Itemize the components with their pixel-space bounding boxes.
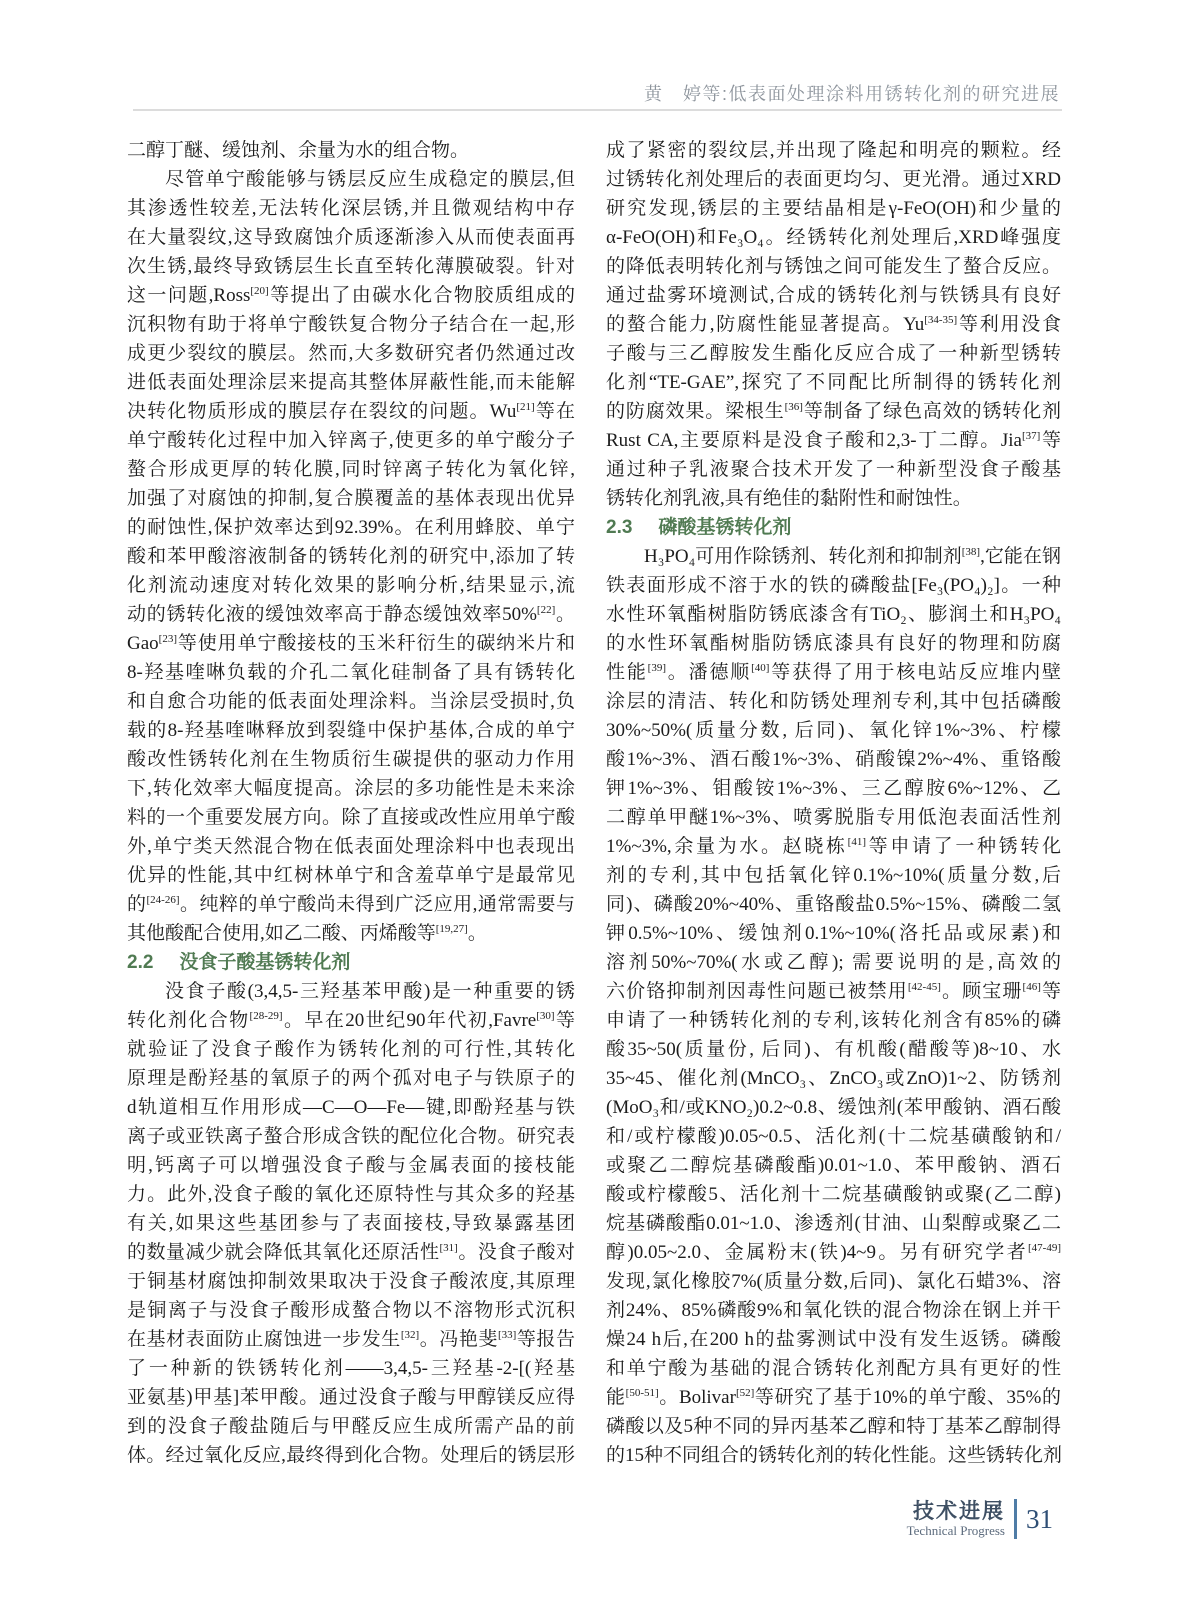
section-title: 没食子酸基锈转化剂 [179,952,351,973]
section-heading [127,948,575,977]
text-column-left [127,136,575,1470]
text-line: 决转化物质形成的膜层存在裂纹的问题。Wu[21]等在 [127,401,575,422]
text-line: 料的一个重要发展方向。除了直接或改性应用单宁酸 [127,807,575,828]
running-header-title: 黄 婷等:低表面处理涂料用锈转化剂的研究进展 [644,84,1060,104]
section-number: 2.2 [127,952,154,973]
footer-divider-bar [1014,1499,1017,1539]
text-line: 转化剂化合物[28-29]。早在20世纪90年代初,Favre[30]等 [127,1010,575,1031]
text-line: 申请了一种锈转化剂的专利,该转化剂含有85%的磷 [606,1010,1061,1031]
text-line: 通过种子乳液聚合技术开发了一种新型没食子酸基 [606,459,1061,480]
text-line: 载的8-羟基喹啉释放到裂缝中保护基体,合成的单宁 [127,720,575,741]
text-line: 进低表面处理涂层来提高其整体屏蔽性能,而未能解 [127,372,575,393]
text-line: 酸或柠檬酸5、活化剂十二烷基磺酸钠或聚(乙二醇) [606,1184,1061,1205]
text-line: 加强了对腐蚀的抑制,复合膜覆盖的基体表现出优异 [127,488,575,509]
text-line: 剂24%、85%磷酸9%和氧化铁的混合物涂在钢上并干 [606,1300,1061,1321]
text-line: 其渗透性较差,无法转化深层锈,并且微观结构中存 [127,198,575,219]
page-footer [907,1499,1053,1539]
text-line: 成更少裂纹的膜层。然而,大多数研究者仍然通过改 [127,343,575,364]
footer-section-name-en: Technical Progress [906,1523,1005,1538]
text-line: 螯合形成更厚的转化膜,同时锌离子转化为氧化锌, [127,459,575,480]
section-number: 2.3 [606,517,633,538]
text-line: 35~45、催化剂(MnCO₃、ZnCO₃或ZnO)1~2、防锈剂 [606,1068,1061,1089]
text-line: 子酸与三乙醇胺发生酯化反应合成了一种新型锈转 [606,343,1061,364]
text-line: 酸1%~3%、酒石酸1%~3%、硝酸镍2%~4%、重铬酸 [606,749,1061,770]
text-line: 二醇单甲醚1%~3%、喷雾脱脂专用低泡表面活性剂 [606,807,1061,828]
text-line: 动的锈转化液的缓蚀效率高于静态缓蚀效率50%[22]。 [127,604,575,625]
text-line: 二醇丁醚、缓蚀剂、余量为水的组合物。 [127,140,470,161]
text-line: 有关,如果这些基团参与了表面接枝,导致暴露基团 [127,1213,575,1234]
text-line: 成了紧密的裂纹层,并出现了隆起和明亮的颗粒。经 [606,140,1061,161]
text-line: 1%~3%,余量为水。赵晓栋[41]等申请了一种锈转化 [606,836,1061,857]
text-line: 铁表面形成不溶于水的铁的磷酸盐[Fe₃(PO₄)₂]。一种 [606,575,1061,596]
text-line: 烷基磷酸酯0.01~1.0、渗透剂(甘油、山梨醇或聚乙二 [606,1213,1061,1234]
text-line: 化剂流动速度对转化效果的影响分析,结果显示,流 [127,575,575,596]
page-number: 31 [1026,1503,1053,1534]
text-line: 的降低表明转化剂与锈蚀之间可能发生了螯合反应。 [606,256,1061,277]
text-line: 醇)0.05~2.0、金属粉末(铁)4~9。另有研究学者[47-49] [606,1242,1061,1263]
text-line: 的防腐效果。梁根生[36]等制备了绿色高效的锈转化剂 [606,401,1061,422]
text-line: 没食子酸(3,4,5-三羟基苯甲酸)是一种重要的锈 [165,981,575,1002]
text-line: 是铜离子与没食子酸形成螯合物以不溶物形式沉积 [127,1300,575,1321]
text-line: 次生锈,最终导致锈层生长直至转化薄膜破裂。针对 [127,256,575,277]
text-line: 燥24 h后,在200 h的盐雾测试中没有发生返锈。磷酸 [606,1329,1061,1350]
text-column-right [606,136,1061,1470]
text-line: 过锈转化剂处理后的表面更均匀、更光滑。通过XRD [606,169,1061,190]
text-line: 发现,氯化橡胶7%(质量分数,后同)、氯化石蜡3%、溶 [606,1271,1061,1292]
text-line: 亚氨基)甲基]苯甲酸。通过没食子酸与甲醇镁反应得 [127,1387,575,1408]
text-line: 到的没食子酸盐随后与甲醛反应生成所需产品的前 [127,1416,575,1437]
text-line: 其他酸配合使用,如乙二酸、丙烯酸等[19,27]。 [127,923,487,944]
text-line: 的15种不同组合的锈转化剂的转化性能。这些锈转化剂 [606,1445,1063,1466]
text-line: 水性环氧酯树脂防锈底漆含有TiO₂、膨润土和H₃PO₄ [606,604,1061,625]
text-line: 在大量裂纹,这导致腐蚀介质逐渐渗入从而使表面再 [127,227,575,248]
text-line: Rust CA,主要原料是没食子酸和2,3-丁二醇。Jia[37]等 [606,430,1061,451]
text-line: Gao[23]等使用单宁酸接枝的玉米秆衍生的碳纳米片和 [127,633,575,654]
text-line: 力。此外,没食子酸的氧化还原特性与其众多的羟基 [127,1184,575,1205]
text-line: 能[50-51]。Bolivar[52]等研究了基于10%的单宁酸、35%的 [606,1387,1061,1408]
text-line: 研究发现,锈层的主要结晶相是γ-FeO(OH)和少量的 [606,198,1061,219]
text-line: 涂层的清洁、转化和防锈处理剂专利,其中包括磷酸 [606,691,1061,712]
text-line: 酸和苯甲酸溶液制备的锈转化剂的研究中,添加了转 [127,546,575,567]
text-line: 的[24-26]。纯粹的单宁酸尚未得到广泛应用,通常需要与 [127,894,575,915]
text-line: 明,钙离子可以增强没食子酸与金属表面的接枝能 [127,1155,575,1176]
text-line: 锈转化剂乳液,具有绝佳的黏附性和耐蚀性。 [606,488,972,509]
text-line: 和/或柠檬酸)0.05~0.5、活化剂(十二烷基磺酸钠和/ [606,1126,1061,1147]
text-line: 在基材表面防止腐蚀进一步发生[32]。冯艳斐[33]等报告 [127,1329,575,1350]
text-line: 了一种新的铁锈转化剂——3,4,5-三羟基-2-[(羟基 [127,1358,575,1379]
text-line: 优异的性能,其中红树林单宁和含羞草单宁是最常见 [127,865,575,886]
text-line: 剂的专利,其中包括氧化锌0.1%~10%(质量分数,后 [606,865,1061,886]
text-line: 这一问题,Ross[20]等提出了由碳水化合物胶质组成的 [127,285,575,306]
text-line: 同)、磷酸20%~40%、重铬酸盐0.5%~15%、磷酸二氢 [606,894,1061,915]
text-line: 通过盐雾环境测试,合成的锈转化剂与铁锈具有良好 [606,285,1061,306]
text-line: 于铜基材腐蚀抑制效果取决于没食子酸浓度,其原理 [127,1271,575,1292]
text-line: 原理是酚羟基的氧原子的两个孤对电子与铁原子的 [127,1068,575,1089]
text-line: 酸改性锈转化剂在生物质衍生碳提供的驱动力作用 [127,749,575,770]
footer-section-labels [907,1500,1005,1538]
footer-section-name-cn: 技术进展 [913,1500,1005,1523]
text-line: 单宁酸转化过程中加入锌离子,使更多的单宁酸分子 [127,430,575,451]
text-line: 30%~50%(质量分数, 后同)、氧化锌1%~3%、柠檬 [606,720,1061,741]
text-line: 尽管单宁酸能够与锈层反应生成稳定的膜层,但 [165,169,575,190]
text-line: 体。经过氧化反应,最终得到化合物。处理后的锈层形 [127,1445,575,1466]
text-line: 溶剂50%~70%(水或乙醇); 需要说明的是,高效的 [606,952,1061,973]
text-line: 离子或亚铁离子螯合形成含铁的配位化合物。研究表 [127,1126,575,1147]
section-heading [606,513,1061,542]
text-line: 磷酸以及5种不同的异丙基苯乙醇和特丁基苯乙醇制得 [606,1416,1061,1437]
section-title: 磷酸基锈转化剂 [658,517,792,538]
text-line: 化剂“TE-GAE”,探究了不同配比所制得的锈转化剂 [606,372,1061,393]
text-line: 或聚乙二醇烷基磷酸酯)0.01~1.0、苯甲酸钠、酒石 [606,1155,1061,1176]
text-line: 8-羟基喹啉负载的介孔二氧化硅制备了具有锈转化 [127,662,575,683]
text-line: 的数量减少就会降低其氧化还原活性[31]。没食子酸对 [127,1242,575,1263]
text-line: 的螯合能力,防腐性能显著提高。Yu[34-35]等利用没食 [606,314,1061,335]
header-rule [133,109,1062,111]
text-line: 性能[39]。潘德顺[40]等获得了用于核电站反应堆内壁 [606,662,1061,683]
text-line: 和自愈合功能的低表面处理涂料。当涂层受损时,负 [127,691,575,712]
text-line: H₃PO₄可用作除锈剂、转化剂和抑制剂[38],它能在钢 [644,546,1061,567]
text-line: 钾0.5%~10%、缓蚀剂0.1%~10%(洛托品或尿素)和 [606,923,1061,944]
text-line: 就验证了没食子酸作为锈转化剂的可行性,其转化 [127,1039,575,1060]
text-line: 的水性环氧酯树脂防锈底漆具有良好的物理和防腐 [606,633,1061,654]
text-line: 外,单宁类天然混合物在低表面处理涂料中也表现出 [127,836,575,857]
text-line: 钾1%~3%、钼酸铵1%~3%、三乙醇胺6%~12%、乙 [606,778,1061,799]
text-line: 酸35~50(质量份, 后同)、有机酸(醋酸等)8~10、水 [606,1039,1061,1060]
text-line: α-FeO(OH)和Fe₃O₄。经锈转化剂处理后,XRD峰强度 [606,227,1061,248]
text-line: 和单宁酸为基础的混合锈转化剂配方具有更好的性 [606,1358,1061,1379]
text-line: 的耐蚀性,保护效率达到92.39%。在利用蜂胶、单宁 [127,517,575,538]
text-line: (MoO₃和/或KNO₂)0.2~0.8、缓蚀剂(苯甲酸钠、酒石酸 [606,1097,1061,1118]
text-line: 下,转化效率大幅度提高。涂层的多功能性是未来涂 [127,778,575,799]
text-line: 六价铬抑制剂因毒性问题已被禁用[42-45]。顾宝珊[46]等 [606,981,1061,1002]
text-line: 沉积物有助于将单宁酸铁复合物分子结合在一起,形 [127,314,575,335]
text-line: d轨道相互作用形成—C—O—Fe—键,即酚羟基与铁 [127,1097,575,1118]
